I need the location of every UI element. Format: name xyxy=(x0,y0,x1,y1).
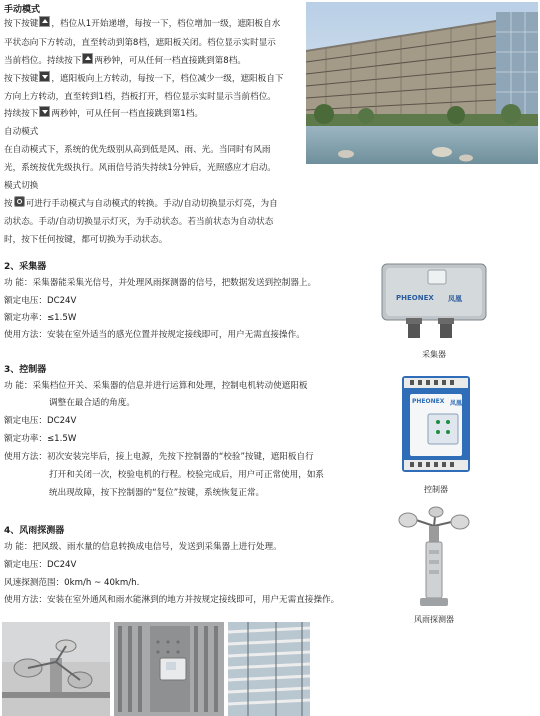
controller-device-image xyxy=(400,374,472,474)
controller-power: 额定功率：≤1.5W xyxy=(4,434,77,444)
manual-mode-title: 手动模式 xyxy=(4,5,41,15)
collector-voltage: 额定电压：DC24V xyxy=(4,296,77,306)
collector-function: 功 能：采集器能采集光信号，并处理风雨探测器的信号，把数据发送到控制器上。 xyxy=(4,278,317,288)
arrow-down-key-icon xyxy=(39,71,50,82)
arrow-up-key-icon xyxy=(82,53,93,64)
controller-function-2: 调整在最合适的角度。 xyxy=(49,398,135,408)
detector-usage: 使用方法：安装在室外通风和雨水能淋到的地方并按规定接线即可，用户无需直接操作。 xyxy=(4,595,340,605)
collector-device-image xyxy=(378,258,490,344)
detector-caption: 风雨探测器 xyxy=(414,615,454,624)
controller-brand: PHEONEX xyxy=(412,398,445,405)
controller-title: 3、控制器 xyxy=(4,365,47,375)
switch-mode-title: 模式切换 xyxy=(4,181,39,191)
manual-line-1: 按下按键 ，档位从1开始递增，每按一下，档位增加一级，遮阳板自水 xyxy=(4,16,280,33)
installed-detector-photo xyxy=(2,622,110,716)
manual-line-4: 按下按键 ，遮阳板向上方转动，每按一下，档位减少一级，遮阳板自下 xyxy=(4,71,283,88)
mode-switch-key-icon xyxy=(14,196,25,207)
switch-line-1: 按 可进行手动模式与自动模式的转换。手动/自动切换显示灯亮，为自 xyxy=(4,196,278,213)
controller-voltage: 额定电压：DC24V xyxy=(4,416,77,426)
controller-brand-cn: 凤凰 xyxy=(450,400,463,407)
controller-usage-3: 统出现故障，按下控制器的“复位”按键，系统恢复正常。 xyxy=(49,488,265,498)
installed-louver-photo xyxy=(228,622,310,716)
manual-line-2: 平状态向下方转动，直至转动到第8档，遮阳板关闭。档位显示实时显示 xyxy=(4,38,276,48)
collector-brand: PHEONEX xyxy=(396,294,434,302)
auto-line-2: 光，系统按优先级执行。风雨信号消失持续1分钟后，光照感应才启动。 xyxy=(4,163,276,173)
installed-controller-photo xyxy=(114,622,224,716)
controller-usage-2: 打开和关闭一次，校验电机的行程。校验完成后，用户可正常使用，如系 xyxy=(49,470,325,480)
controller-function-1: 功 能：采集档位开关、采集器的信息并进行运算和处理，控制电机转动使遮阳板 xyxy=(4,381,308,391)
auto-mode-title: 自动模式 xyxy=(4,127,39,137)
detector-function: 功 能：把风级、雨水量的信息转换成电信号，发送到采集器上进行处理。 xyxy=(4,542,282,552)
auto-line-1: 在自动模式下，系统的优先级别从高到低是风、雨、光。当同时有风雨 xyxy=(4,145,271,155)
collector-power: 额定功率：≤1.5W xyxy=(4,313,77,323)
building-photo xyxy=(306,2,538,164)
detector-range: 风速探测范围：0km/h ~ 40km/h. xyxy=(4,578,140,588)
switch-line-2: 动状态。手动/自动切换显示灯灭，为手动状态。若当前状态为自动状态 xyxy=(4,217,274,227)
detector-voltage: 额定电压：DC24V xyxy=(4,560,77,570)
manual-line-5: 方向上方转动，直至转到1档，挡板打开，档位显示实时显示当前档位。 xyxy=(4,92,276,102)
collector-caption: 采集器 xyxy=(422,350,446,359)
detector-device-image xyxy=(396,506,472,610)
collector-title: 2、采集器 xyxy=(4,262,47,272)
controller-usage-1: 使用方法：初次安装完毕后，接上电源，先按下控制器的“校验”按键，遮阳板自行 xyxy=(4,452,314,462)
detector-title: 4、风雨探测器 xyxy=(4,526,65,536)
manual-line-6: 持续按下 两秒钟，可从任何一档直接跳到第1档。 xyxy=(4,106,203,123)
switch-line-3: 时，按下任何按键，都可切换为手动状态。 xyxy=(4,235,168,245)
arrow-up-key-icon xyxy=(39,16,50,27)
manual-line-3: 当前档位。持续按下 两秒钟，可从任何一档直接跳到第8档。 xyxy=(4,53,246,70)
arrow-down-key-icon xyxy=(39,106,50,117)
collector-brand-cn: 凤凰 xyxy=(448,295,462,303)
controller-caption: 控制器 xyxy=(424,485,448,494)
collector-usage: 使用方法：安装在室外适当的感光位置并按规定接线即可，用户无需直接操作。 xyxy=(4,330,305,340)
